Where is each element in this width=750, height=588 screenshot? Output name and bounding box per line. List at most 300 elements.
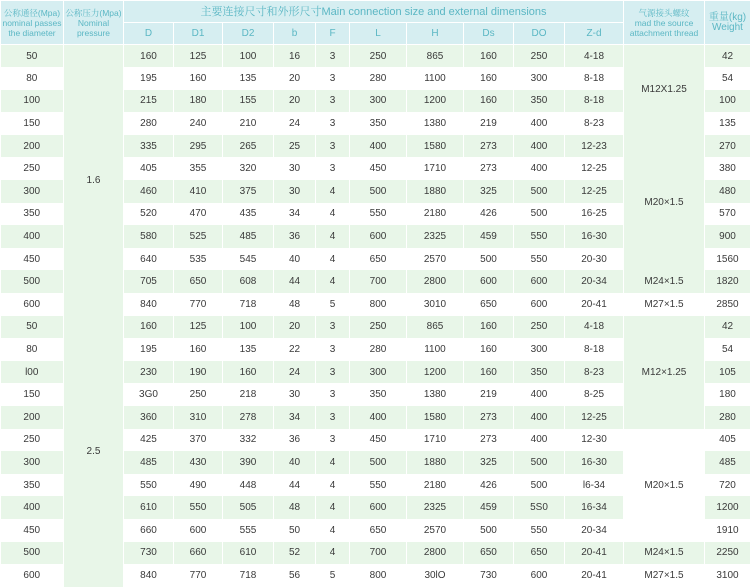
cell-d1: 190 (174, 361, 223, 384)
cell-d1: 660 (174, 542, 223, 565)
cell-ds: 160 (464, 361, 514, 384)
cell-thread: M27×1.5 (624, 293, 705, 316)
cell-d2: 610 (223, 542, 274, 565)
cell-weight: 54 (705, 67, 750, 90)
cell-d2: 155 (223, 90, 274, 113)
cell-b: 34 (274, 203, 316, 226)
table-body (1, 45, 750, 587)
cell-f: 5 (316, 564, 350, 587)
cell-d2: 545 (223, 248, 274, 271)
col-header-b: b (274, 23, 316, 45)
col-header-Ds: Ds (464, 23, 514, 45)
cell-b: 48 (274, 293, 316, 316)
cell-zd: 8-23 (565, 112, 624, 135)
cell-nominal-diameter: 50 (1, 45, 64, 68)
cell-d: 195 (124, 67, 174, 90)
cell-do: 250 (514, 316, 565, 339)
cell-do: 350 (514, 361, 565, 384)
cell-ds: 500 (464, 248, 514, 271)
cell-b: 20 (274, 67, 316, 90)
cell-ds: 325 (464, 180, 514, 203)
cell-d1: 410 (174, 180, 223, 203)
cell-nominal-diameter: 50 (1, 316, 64, 339)
cell-f: 4 (316, 519, 350, 542)
cell-do: 550 (514, 248, 565, 271)
cell-ds: 160 (464, 338, 514, 361)
cell-d2: 332 (223, 429, 274, 452)
cell-l: 650 (350, 248, 407, 271)
cell-b: 34 (274, 406, 316, 429)
cell-do: 600 (514, 270, 565, 293)
cell-nominal-pressure: 1.6 (64, 45, 124, 316)
cell-d2: 320 (223, 157, 274, 180)
cell-zd: 8-25 (565, 383, 624, 406)
cell-f: 3 (316, 112, 350, 135)
cell-d1: 525 (174, 225, 223, 248)
cell-h: 30lO (407, 564, 464, 587)
cell-d1: 160 (174, 338, 223, 361)
cell-zd: 8-18 (565, 90, 624, 113)
cell-nominal-diameter: 400 (1, 496, 64, 519)
cell-d2: 135 (223, 338, 274, 361)
cell-ds: 426 (464, 474, 514, 497)
cell-d2: 608 (223, 270, 274, 293)
cell-nominal-diameter: 600 (1, 293, 64, 316)
cell-d1: 650 (174, 270, 223, 293)
cell-f: 3 (316, 361, 350, 384)
cell-d: 160 (124, 316, 174, 339)
cell-b: 44 (274, 474, 316, 497)
cell-nominal-diameter: 200 (1, 406, 64, 429)
col-header-F: F (316, 23, 350, 45)
header-weight: 重量(kg) Weight (705, 1, 750, 45)
cell-nominal-diameter: 350 (1, 203, 64, 226)
cell-d2: 100 (223, 45, 274, 68)
cell-nominal-diameter: l00 (1, 361, 64, 384)
cell-d: 840 (124, 293, 174, 316)
cell-ds: 426 (464, 203, 514, 226)
cell-nominal-diameter: 300 (1, 180, 64, 203)
cell-ds: 219 (464, 383, 514, 406)
cell-zd: 8-18 (565, 67, 624, 90)
cell-f: 4 (316, 451, 350, 474)
cell-h: 2180 (407, 203, 464, 226)
cell-d1: 490 (174, 474, 223, 497)
cell-f: 4 (316, 474, 350, 497)
cell-ds: 459 (464, 225, 514, 248)
cell-do: 400 (514, 135, 565, 158)
cell-d1: 125 (174, 316, 223, 339)
cell-b: 44 (274, 270, 316, 293)
cell-weight: 2250 (705, 542, 750, 565)
cell-nominal-diameter: 150 (1, 112, 64, 135)
cell-ds: 600 (464, 270, 514, 293)
cell-l: 550 (350, 203, 407, 226)
cell-l: 280 (350, 67, 407, 90)
cell-h: 2325 (407, 225, 464, 248)
cell-d: 335 (124, 135, 174, 158)
col-header-H: H (407, 23, 464, 45)
header-nominal-pressure: 公称压力(Mpa) Nominal pressure (64, 1, 124, 45)
cell-nominal-diameter: 250 (1, 429, 64, 452)
cell-nominal-diameter: 450 (1, 248, 64, 271)
cell-zd: 12-25 (565, 406, 624, 429)
cell-weight: 1820 (705, 270, 750, 293)
cell-d1: 535 (174, 248, 223, 271)
cell-l: 500 (350, 451, 407, 474)
cell-d: 640 (124, 248, 174, 271)
cell-f: 4 (316, 225, 350, 248)
cell-weight: 405 (705, 429, 750, 452)
cell-nominal-diameter: 500 (1, 270, 64, 293)
cell-l: 550 (350, 474, 407, 497)
cell-f: 3 (316, 45, 350, 68)
cell-h: 1580 (407, 406, 464, 429)
cell-zd: 12-23 (565, 135, 624, 158)
cell-weight: 105 (705, 361, 750, 384)
cell-d1: 550 (174, 496, 223, 519)
cell-f: 4 (316, 180, 350, 203)
cell-nominal-diameter: 600 (1, 564, 64, 587)
cell-h: 3010 (407, 293, 464, 316)
cell-l: 700 (350, 542, 407, 565)
cell-f: 3 (316, 135, 350, 158)
cell-nominal-diameter: 300 (1, 451, 64, 474)
cell-ds: 160 (464, 45, 514, 68)
cell-h: 1710 (407, 157, 464, 180)
cell-b: 52 (274, 542, 316, 565)
cell-b: 30 (274, 157, 316, 180)
cell-nominal-diameter: 80 (1, 338, 64, 361)
cell-do: 650 (514, 542, 565, 565)
cell-d1: 125 (174, 45, 223, 68)
cell-l: 450 (350, 157, 407, 180)
cell-f: 3 (316, 316, 350, 339)
cell-ds: 650 (464, 293, 514, 316)
cell-weight: 480 (705, 180, 750, 203)
cell-d: 580 (124, 225, 174, 248)
cell-ds: 325 (464, 451, 514, 474)
cell-nominal-pressure: 2.5 (64, 316, 124, 587)
cell-h: 865 (407, 45, 464, 68)
cell-f: 3 (316, 90, 350, 113)
cell-b: 30 (274, 180, 316, 203)
cell-do: 300 (514, 338, 565, 361)
col-header-D2: D2 (223, 23, 274, 45)
cell-d: 405 (124, 157, 174, 180)
cell-h: 2800 (407, 542, 464, 565)
cell-h: 1200 (407, 361, 464, 384)
cell-b: 36 (274, 225, 316, 248)
cell-h: 865 (407, 316, 464, 339)
cell-weight: 180 (705, 383, 750, 406)
cell-l: 450 (350, 429, 407, 452)
cell-weight: 570 (705, 203, 750, 226)
cell-d1: 250 (174, 383, 223, 406)
cell-d1: 770 (174, 564, 223, 587)
cell-ds: 160 (464, 316, 514, 339)
cell-f: 4 (316, 542, 350, 565)
cell-d: 730 (124, 542, 174, 565)
cell-d: 195 (124, 338, 174, 361)
cell-weight: 900 (705, 225, 750, 248)
cell-l: 300 (350, 90, 407, 113)
cell-d1: 240 (174, 112, 223, 135)
cell-do: 500 (514, 451, 565, 474)
cell-h: 1380 (407, 383, 464, 406)
cell-nominal-diameter: 150 (1, 383, 64, 406)
cell-ds: 273 (464, 135, 514, 158)
cell-do: 5S0 (514, 496, 565, 519)
cell-h: 1880 (407, 451, 464, 474)
cell-d1: 430 (174, 451, 223, 474)
cell-ds: 459 (464, 496, 514, 519)
cell-d1: 370 (174, 429, 223, 452)
cell-l: 350 (350, 383, 407, 406)
cell-weight: 380 (705, 157, 750, 180)
cell-l: 400 (350, 135, 407, 158)
cell-d1: 180 (174, 90, 223, 113)
cell-do: 400 (514, 112, 565, 135)
cell-d2: 218 (223, 383, 274, 406)
cell-f: 4 (316, 496, 350, 519)
cell-d: 3G0 (124, 383, 174, 406)
cell-ds: 650 (464, 542, 514, 565)
cell-d: 460 (124, 180, 174, 203)
header-thread: 气源接头螺纹 mad the source attachment thread (624, 1, 705, 45)
cell-d2: 160 (223, 361, 274, 384)
cell-d2: 485 (223, 225, 274, 248)
cell-zd: 16-30 (565, 225, 624, 248)
cell-d: 280 (124, 112, 174, 135)
cell-weight: 2850 (705, 293, 750, 316)
cell-weight: 54 (705, 338, 750, 361)
cell-nominal-diameter: 350 (1, 474, 64, 497)
cell-do: 400 (514, 383, 565, 406)
cell-zd: 20-41 (565, 293, 624, 316)
cell-weight: 42 (705, 45, 750, 68)
cell-thread: M27×1.5 (624, 564, 705, 587)
cell-l: 800 (350, 564, 407, 587)
cell-f: 4 (316, 248, 350, 271)
cell-l: 600 (350, 225, 407, 248)
cell-b: 24 (274, 112, 316, 135)
cell-f: 3 (316, 157, 350, 180)
cell-b: 25 (274, 135, 316, 158)
cell-d1: 295 (174, 135, 223, 158)
cell-l: 600 (350, 496, 407, 519)
cell-zd: 12-25 (565, 180, 624, 203)
cell-weight: 100 (705, 90, 750, 113)
cell-d1: 160 (174, 67, 223, 90)
cell-d: 705 (124, 270, 174, 293)
table-row (1, 316, 750, 339)
cell-thread: M24×1.5 (624, 542, 705, 565)
cell-d: 230 (124, 361, 174, 384)
cell-d2: 135 (223, 67, 274, 90)
cell-h: 1200 (407, 90, 464, 113)
cell-do: 600 (514, 564, 565, 587)
cell-f: 5 (316, 293, 350, 316)
cell-do: 500 (514, 203, 565, 226)
cell-zd: 16-30 (565, 451, 624, 474)
cell-b: 16 (274, 45, 316, 68)
cell-zd: 20-34 (565, 519, 624, 542)
cell-f: 4 (316, 203, 350, 226)
col-header-D1: D1 (174, 23, 223, 45)
cell-do: 550 (514, 225, 565, 248)
cell-d: 215 (124, 90, 174, 113)
cell-nominal-diameter: 400 (1, 225, 64, 248)
cell-d2: 278 (223, 406, 274, 429)
cell-d: 160 (124, 45, 174, 68)
col-header-D: D (124, 23, 174, 45)
cell-weight: 1200 (705, 496, 750, 519)
cell-nominal-diameter: 500 (1, 542, 64, 565)
cell-f: 3 (316, 383, 350, 406)
cell-do: 250 (514, 45, 565, 68)
cell-d1: 310 (174, 406, 223, 429)
cell-weight: 42 (705, 316, 750, 339)
cell-d1: 600 (174, 519, 223, 542)
cell-f: 3 (316, 406, 350, 429)
cell-d2: 390 (223, 451, 274, 474)
cell-b: 50 (274, 519, 316, 542)
cell-ds: 500 (464, 519, 514, 542)
cell-weight: 1560 (705, 248, 750, 271)
cell-do: 300 (514, 67, 565, 90)
cell-d2: 375 (223, 180, 274, 203)
cell-h: 1710 (407, 429, 464, 452)
cell-zd: 4-18 (565, 45, 624, 68)
cell-l: 250 (350, 316, 407, 339)
cell-b: 36 (274, 429, 316, 452)
cell-thread: M12×1.25 (624, 316, 705, 429)
cell-do: 500 (514, 474, 565, 497)
cell-zd: 12-30 (565, 429, 624, 452)
cell-zd: 16-25 (565, 203, 624, 226)
cell-h: 2570 (407, 519, 464, 542)
cell-d2: 265 (223, 135, 274, 158)
cell-zd: 20-34 (565, 270, 624, 293)
header-main-dimensions: 主要连接尺寸和外形尺寸Main connection size and external dimensions (124, 1, 624, 23)
cell-zd: 8-23 (565, 361, 624, 384)
cell-do: 350 (514, 90, 565, 113)
cell-b: 30 (274, 383, 316, 406)
cell-h: 2570 (407, 248, 464, 271)
cell-b: 40 (274, 451, 316, 474)
col-header-L: L (350, 23, 407, 45)
cell-d: 840 (124, 564, 174, 587)
cell-thread: M24×1.5 (624, 270, 705, 293)
cell-nominal-diameter: 450 (1, 519, 64, 542)
cell-ds: 730 (464, 564, 514, 587)
cell-f: 4 (316, 270, 350, 293)
cell-h: 2325 (407, 496, 464, 519)
cell-weight: 485 (705, 451, 750, 474)
cell-zd: l6-34 (565, 474, 624, 497)
cell-d2: 505 (223, 496, 274, 519)
cell-b: 24 (274, 361, 316, 384)
cell-ds: 273 (464, 157, 514, 180)
cell-d: 610 (124, 496, 174, 519)
cell-weight: 1910 (705, 519, 750, 542)
cell-l: 650 (350, 519, 407, 542)
cell-nominal-diameter: 200 (1, 135, 64, 158)
cell-l: 300 (350, 361, 407, 384)
cell-l: 800 (350, 293, 407, 316)
cell-b: 22 (274, 338, 316, 361)
cell-h: 1380 (407, 112, 464, 135)
cell-h: 2180 (407, 474, 464, 497)
cell-d2: 718 (223, 564, 274, 587)
cell-thread: M12X1.25 (624, 45, 705, 135)
cell-weight: 720 (705, 474, 750, 497)
cell-b: 40 (274, 248, 316, 271)
cell-h: 1880 (407, 180, 464, 203)
cell-d: 520 (124, 203, 174, 226)
table-row (1, 45, 750, 68)
cell-zd: 20-41 (565, 564, 624, 587)
cell-weight: 3100 (705, 564, 750, 587)
cell-d1: 355 (174, 157, 223, 180)
cell-nominal-diameter: 100 (1, 90, 64, 113)
cell-d2: 555 (223, 519, 274, 542)
cell-l: 400 (350, 406, 407, 429)
cell-zd: 8-18 (565, 338, 624, 361)
cell-d2: 448 (223, 474, 274, 497)
cell-thread: M20×1.5 (624, 429, 705, 542)
cell-do: 550 (514, 519, 565, 542)
cell-l: 500 (350, 180, 407, 203)
cell-zd: 20-30 (565, 248, 624, 271)
cell-d: 550 (124, 474, 174, 497)
cell-l: 700 (350, 270, 407, 293)
cell-weight: 280 (705, 406, 750, 429)
cell-d1: 770 (174, 293, 223, 316)
cell-weight: 270 (705, 135, 750, 158)
cell-do: 400 (514, 406, 565, 429)
cell-do: 600 (514, 293, 565, 316)
cell-ds: 273 (464, 406, 514, 429)
cell-zd: 12-25 (565, 157, 624, 180)
cell-l: 350 (350, 112, 407, 135)
cell-d2: 210 (223, 112, 274, 135)
header-nominal-diameter: 公称通径(Mpa) nominal passes the diameter (1, 1, 64, 45)
cell-l: 250 (350, 45, 407, 68)
cell-do: 400 (514, 429, 565, 452)
cell-d: 425 (124, 429, 174, 452)
cell-f: 3 (316, 67, 350, 90)
cell-ds: 160 (464, 67, 514, 90)
cell-d1: 470 (174, 203, 223, 226)
cell-d: 485 (124, 451, 174, 474)
cell-h: 1100 (407, 338, 464, 361)
cell-h: 1100 (407, 67, 464, 90)
cell-nominal-diameter: 80 (1, 67, 64, 90)
cell-do: 400 (514, 157, 565, 180)
cell-d: 360 (124, 406, 174, 429)
cell-zd: 4-18 (565, 316, 624, 339)
cell-weight: 135 (705, 112, 750, 135)
cell-h: 2800 (407, 270, 464, 293)
cell-zd: 16-34 (565, 496, 624, 519)
cell-b: 48 (274, 496, 316, 519)
cell-ds: 273 (464, 429, 514, 452)
cell-b: 20 (274, 316, 316, 339)
cell-thread: M20×1.5 (624, 135, 705, 271)
col-header-Zd: Z-d (565, 23, 624, 45)
